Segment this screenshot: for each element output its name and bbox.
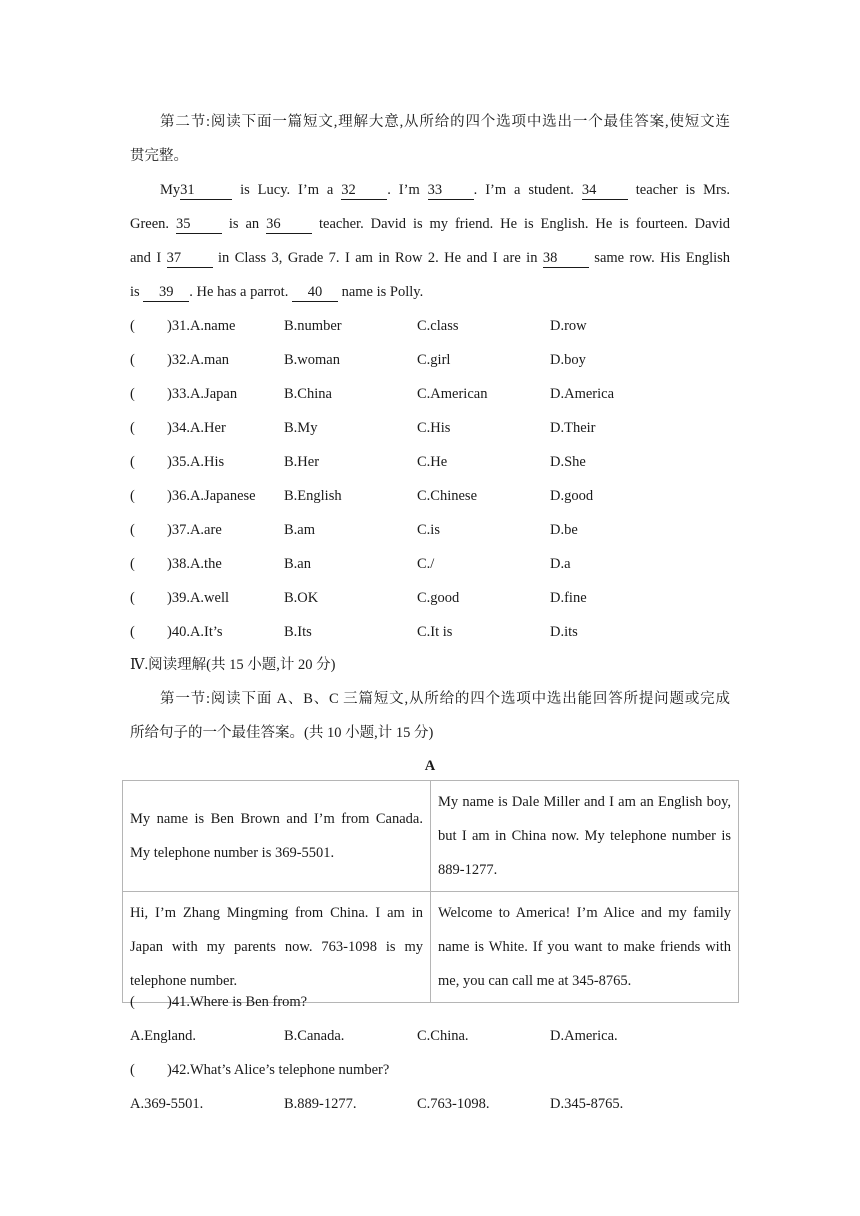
option-a: )35.A.His (167, 454, 225, 470)
option-d: D.345-8765. (550, 1096, 624, 1112)
answer-paren: ( (130, 488, 135, 504)
option-d: D.boy (550, 352, 586, 368)
option-row-35 (130, 452, 730, 472)
blank-31: 31 (180, 182, 232, 200)
option-c: C.girl (417, 352, 451, 368)
passage-line-4 (130, 282, 730, 302)
option-b: B.am (284, 522, 316, 538)
option-b: B.China (284, 386, 332, 402)
option-a: )34.A.Her (167, 420, 226, 436)
option-row-37 (130, 520, 730, 540)
passage-text: . I’m (387, 182, 420, 198)
blank-39: 39 (143, 284, 189, 302)
option-b: B.an (284, 556, 311, 572)
question-text: )42.What’s Alice’s telephone number? (167, 1062, 390, 1078)
option-b: B.My (284, 420, 318, 436)
passage-text: . He has a parrot. (189, 284, 289, 300)
option-c: C.Chinese (417, 488, 478, 504)
passage-a-label: A (424, 758, 436, 774)
option-d: D.be (550, 522, 578, 538)
question-41-stem (130, 992, 730, 1012)
option-a: )31.A.name (167, 318, 236, 334)
question-41-options (130, 1026, 730, 1046)
option-b: B.woman (284, 352, 340, 368)
option-c: C.He (417, 454, 448, 470)
option-c: C.good (417, 590, 460, 606)
option-row-36 (130, 486, 730, 506)
answer-paren: ( (130, 590, 135, 606)
passage-text: is Lucy. I’m a (240, 182, 334, 198)
option-d: D.good (550, 488, 594, 504)
option-a: )38.A.the (167, 556, 222, 572)
blank-36: 36 (266, 216, 312, 234)
answer-paren: ( (130, 624, 135, 640)
answer-paren: ( (130, 994, 135, 1010)
passage-text: name is Polly. (341, 284, 424, 300)
option-b: B.OK (284, 590, 319, 606)
section2-instruction-line1: 第二节:阅读下面一篇短文,理解大意,从所给的四个选项中选出一个最佳答案,使短文连 (160, 114, 730, 130)
option-d: D.She (550, 454, 586, 470)
passage-line-1 (160, 180, 730, 200)
blank-35: 35 (176, 216, 222, 234)
option-d: D.row (550, 318, 587, 334)
passage-text: teacher is Mrs. (635, 182, 731, 198)
option-row-38 (130, 554, 730, 574)
passage-text: in Class 3, Grade 7. I am in Row 2. He and I are in (218, 250, 538, 266)
ads-table (122, 780, 739, 1003)
option-a: )40.A.It’s (167, 624, 223, 640)
option-c: C.China. (417, 1028, 469, 1044)
passage-line-2 (130, 214, 730, 234)
answer-paren: ( (130, 352, 135, 368)
ad-dale-miller: My name is Dale Miller and I am an English boy, but I am in China now. My telephone number is 889-1277. (431, 781, 739, 892)
question-text: )41.Where is Ben from? (167, 994, 308, 1010)
ad-alice-white: Welcome to America! I’m Alice and my family name is White. If you want to make friends with me, you can call me at 345-8765. (431, 892, 739, 1003)
ad-zhang-mingming: Hi, I’m Zhang Mingming from China. I am in Japan with my parents now. 763-1098 is my telephone number. (123, 892, 431, 1003)
option-row-34 (130, 418, 730, 438)
option-d: D.Their (550, 420, 596, 436)
option-c: C.763-1098. (417, 1096, 490, 1112)
ad-ben-brown: My name is Ben Brown and I’m from Canada. My telephone number is 369-5501. (123, 781, 431, 892)
option-row-39 (130, 588, 730, 608)
passage-text: My (160, 182, 181, 198)
option-d: D.America. (550, 1028, 618, 1044)
option-c: C.class (417, 318, 459, 334)
option-c: C.is (417, 522, 440, 538)
blank-33: 33 (428, 182, 474, 200)
option-a: )36.A.Japanese (167, 488, 256, 504)
blank-38: 38 (543, 250, 589, 268)
option-c: C./ (417, 556, 435, 572)
passage-text: is (130, 284, 140, 300)
option-a: )37.A.are (167, 522, 222, 538)
option-row-32 (130, 350, 730, 370)
option-row-33 (130, 384, 730, 404)
section2-instruction-line2: 贯完整。 (130, 148, 188, 164)
answer-paren: ( (130, 454, 135, 470)
option-c: C.His (417, 420, 451, 436)
question-42-options (130, 1094, 730, 1114)
option-a: )33.A.Japan (167, 386, 238, 402)
blank-32: 32 (341, 182, 387, 200)
passage-line-3 (130, 248, 730, 268)
option-d: D.America (550, 386, 615, 402)
answer-paren: ( (130, 1062, 135, 1078)
passage-text: teacher. David is my friend. He is English. He is fourteen. David (319, 216, 731, 232)
section1-instruction-line2: 所给句子的一个最佳答案。(共 10 小题,计 15 分) (130, 725, 434, 741)
option-d: D.its (550, 624, 578, 640)
blank-37: 37 (167, 250, 213, 268)
answer-paren: ( (130, 420, 135, 436)
option-b: B.Canada. (284, 1028, 345, 1044)
passage-text: Green. (130, 216, 170, 232)
answer-paren: ( (130, 386, 135, 402)
part4-heading: Ⅳ.阅读理解(共 15 小题,计 20 分) (130, 657, 336, 673)
option-row-31 (130, 316, 730, 336)
blank-34: 34 (582, 182, 628, 200)
option-b: B.Her (284, 454, 320, 470)
option-d: D.a (550, 556, 571, 572)
option-row-40 (130, 622, 730, 642)
table-row (123, 892, 739, 1003)
passage-text: . I’m a student. (473, 182, 574, 198)
question-42-stem (130, 1060, 730, 1080)
option-c: C.American (417, 386, 488, 402)
option-c: C.It is (417, 624, 453, 640)
passage-text: same row. His English (594, 250, 731, 266)
option-b: B.number (284, 318, 342, 334)
option-b: B.889-1277. (284, 1096, 357, 1112)
answer-paren: ( (130, 318, 135, 334)
section1-instruction-line1: 第一节:阅读下面 A、B、C 三篇短文,从所给的四个选项中选出能回答所提问题或完成 (160, 691, 730, 707)
answer-paren: ( (130, 556, 135, 572)
passage-text: and I (130, 250, 162, 266)
table-row (123, 781, 739, 892)
option-a: A.England. (130, 1028, 197, 1044)
answer-paren: ( (130, 522, 135, 538)
option-a: )32.A.man (167, 352, 230, 368)
option-a: A.369-5501. (130, 1096, 204, 1112)
option-b: B.Its (284, 624, 312, 640)
option-a: )39.A.well (167, 590, 230, 606)
option-d: D.fine (550, 590, 587, 606)
passage-text: is an (228, 216, 260, 232)
option-b: B.English (284, 488, 342, 504)
blank-40: 40 (292, 284, 338, 302)
